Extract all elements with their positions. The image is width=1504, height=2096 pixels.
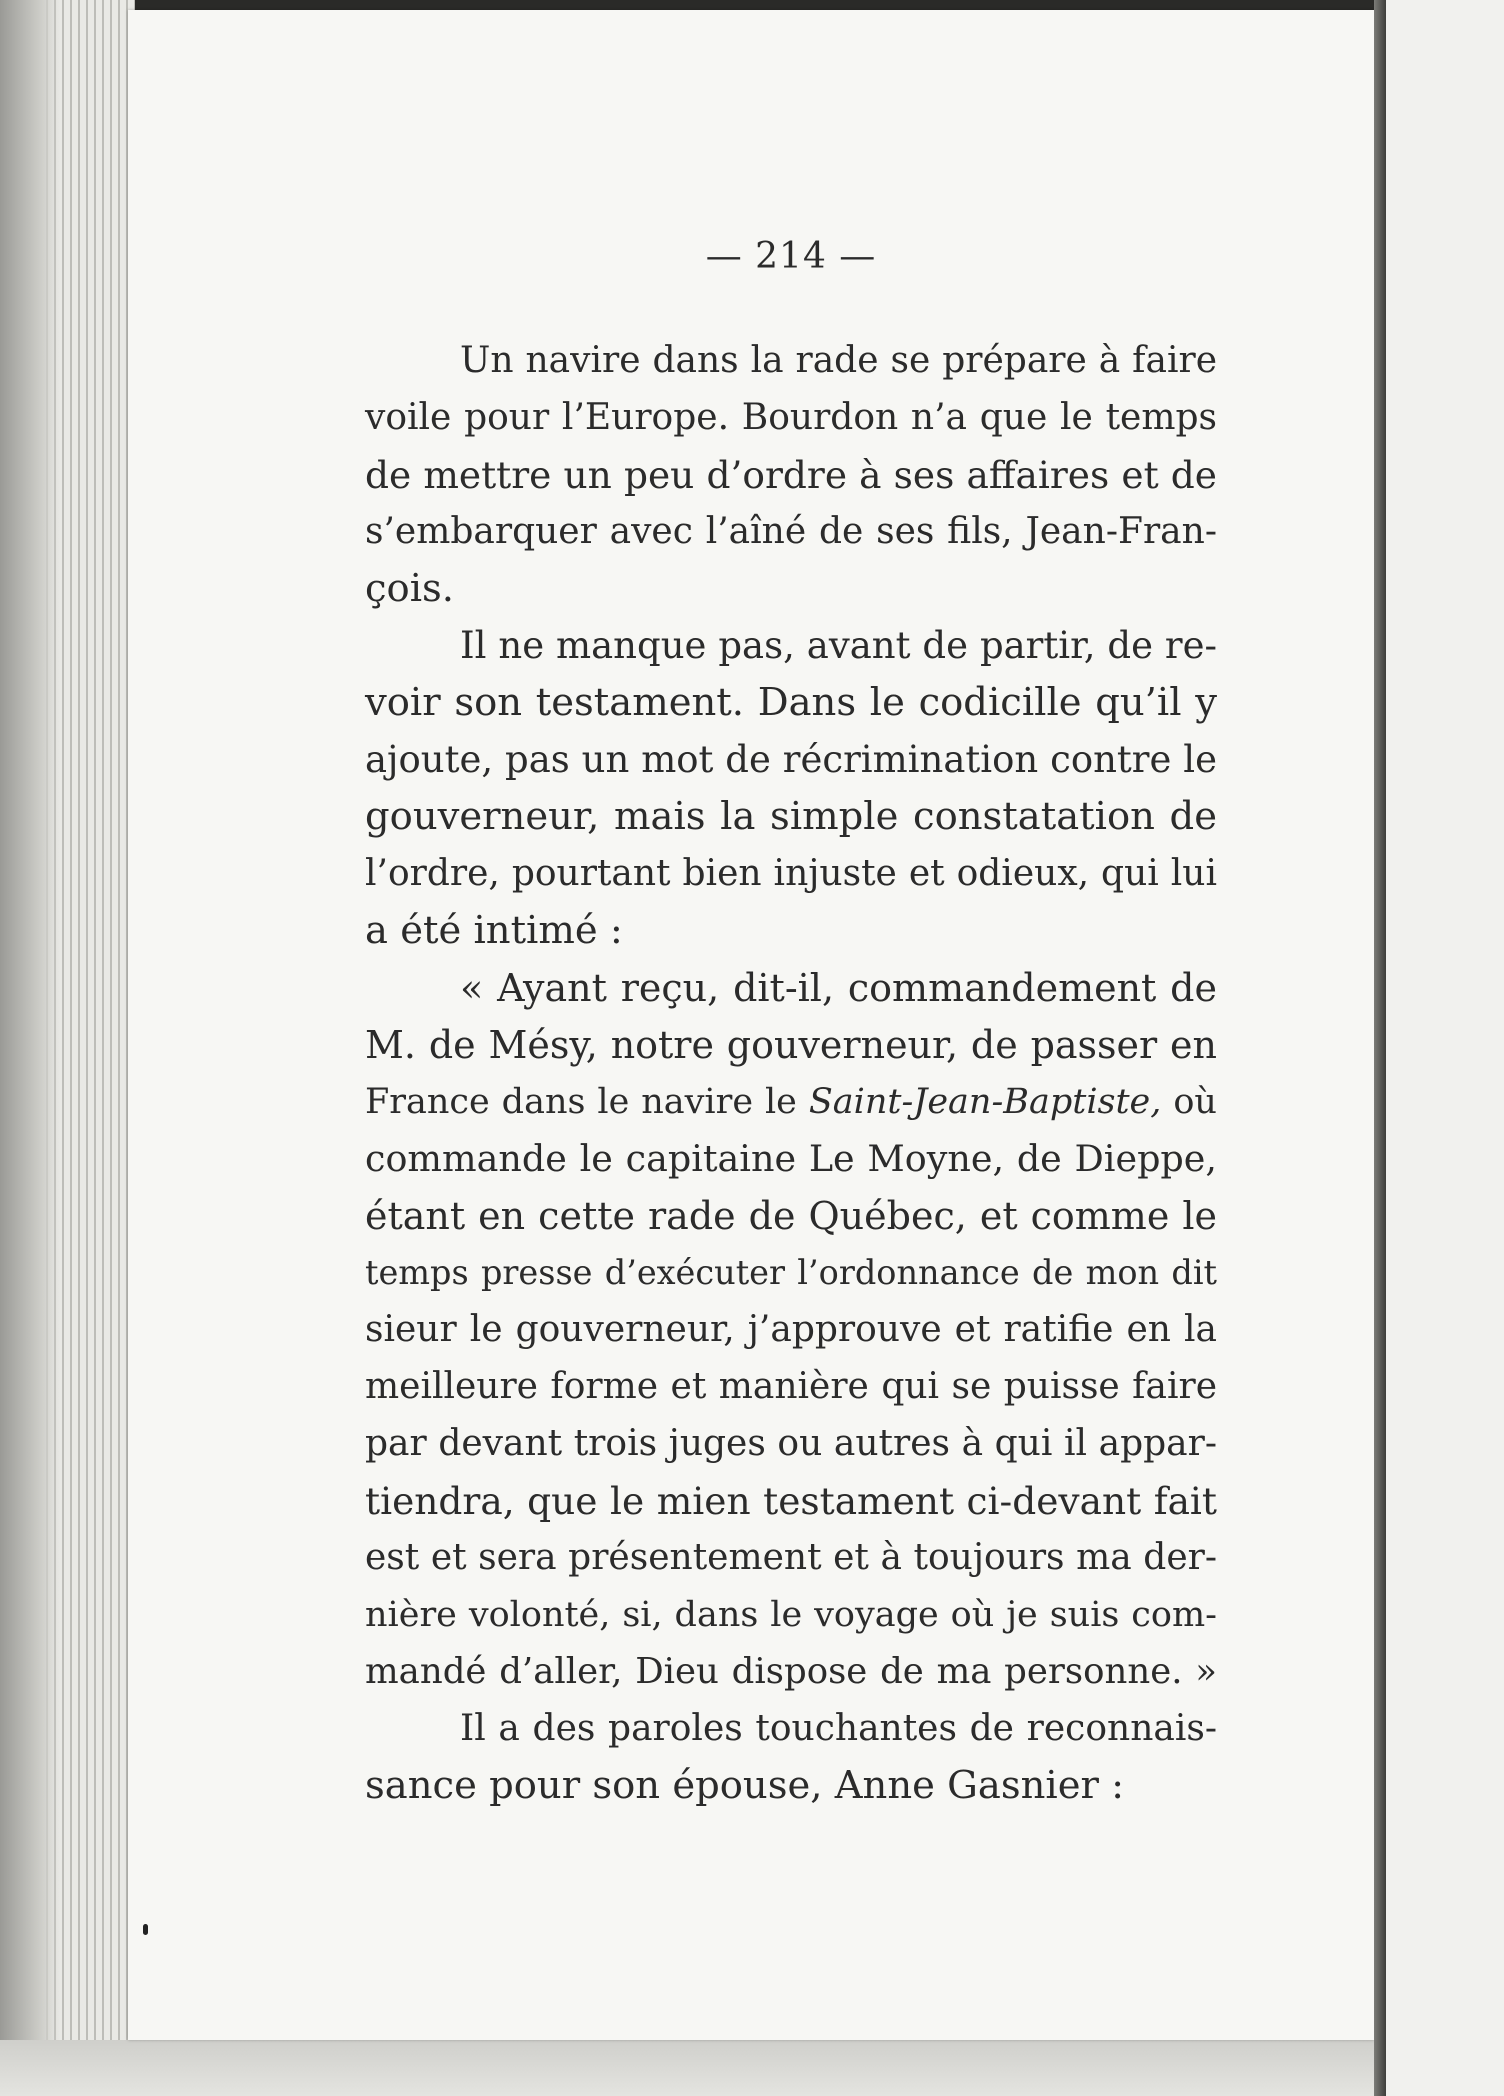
facing-page-edge bbox=[1386, 0, 1504, 2096]
scan-speck bbox=[143, 1924, 148, 1935]
text-line: voile pour l’Europe. Bourdon n’a que le temps bbox=[365, 397, 1217, 438]
text-line: sance pour son épouse, Anne Gasnier : bbox=[365, 1763, 1125, 1808]
text-line: Un navire dans la rade se prépare à faire bbox=[460, 340, 1217, 381]
text-line-with-ship-name bbox=[365, 1073, 1217, 1131]
text-line: ajoute, pas un mot de récrimination contre le bbox=[365, 738, 1217, 781]
text-line: de mettre un peu d’ordre à ses affaires et de bbox=[365, 453, 1217, 497]
text-line: temps presse d’exécuter l’ordonnance de mon dit bbox=[365, 1253, 1217, 1292]
text-line: meilleure forme et manière qui se puisse faire bbox=[365, 1366, 1217, 1407]
text-line: Il a des paroles touchantes de reconnais- bbox=[460, 1708, 1217, 1749]
page-stack-edges bbox=[0, 0, 135, 2096]
text-line: gouverneur, mais la simple constatation de bbox=[365, 794, 1217, 839]
text-line: çois. bbox=[365, 566, 455, 611]
text-line-end: où bbox=[1173, 1082, 1217, 1122]
text-line: est et sera présentement et à toujours ma der- bbox=[365, 1537, 1217, 1578]
text-line: « Ayant reçu, dit-il, commandement de bbox=[460, 966, 1217, 1010]
text-line: M. de Mésy, notre gouverneur, de passer en bbox=[365, 1023, 1217, 1067]
text-line: par devant trois juges ou autres à qui il appar- bbox=[365, 1423, 1217, 1464]
text-line: a été intimé : bbox=[365, 908, 623, 953]
text-line: voir son testament. Dans le codicille qu’il y bbox=[365, 680, 1217, 725]
text-line: nière volonté, si, dans le voyage où je suis com- bbox=[365, 1595, 1217, 1635]
page-bottom-edge bbox=[0, 2040, 1374, 2096]
text-line: tiendra, que le mien testament ci-devant fait bbox=[365, 1479, 1217, 1523]
text-line: commande le capitaine Le Moyne, de Dieppe, bbox=[365, 1137, 1217, 1180]
page-number: — 214 — bbox=[705, 236, 877, 277]
text-line: étant en cette rade de Québec, et comme le bbox=[365, 1194, 1217, 1238]
book-gutter bbox=[1374, 0, 1386, 2096]
text-line-start: France dans le navire le bbox=[365, 1082, 797, 1122]
ship-name: Saint-Jean-Baptiste, bbox=[808, 1082, 1162, 1122]
text-line: l’ordre, pourtant bien injuste et odieux, qui lui bbox=[365, 853, 1217, 894]
text-line: sieur le gouverneur, j’approuve et ratifie en la bbox=[365, 1309, 1217, 1350]
text-line: Il ne manque pas, avant de partir, de re- bbox=[460, 624, 1217, 667]
text-line: s’embarquer avec l’aîné de ses fils, Jean-Fran- bbox=[365, 511, 1217, 552]
text-line: mandé d’aller, Dieu dispose de ma personne. » bbox=[365, 1651, 1217, 1692]
